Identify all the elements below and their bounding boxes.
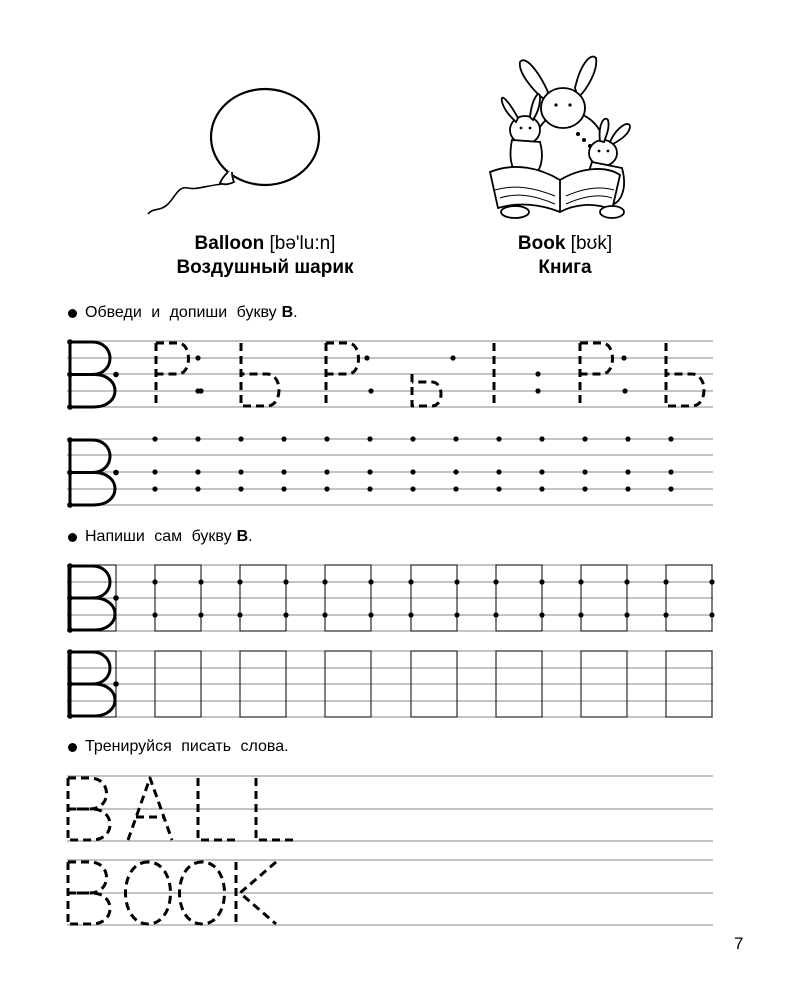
guide-dot [198,612,203,617]
guide-dot [454,612,459,617]
guide-dot [152,469,157,474]
guide-dot [668,469,673,474]
guide-dot [408,579,413,584]
guide-dot [367,486,372,491]
dashed-letter-stroke [412,374,441,406]
guide-dot [493,579,498,584]
guide-dot [237,612,242,617]
instruction-letter: B [281,304,294,321]
guide-dot [367,469,372,474]
guide-dot [453,469,458,474]
guide-dot [621,355,626,360]
letter-stroke [70,440,110,473]
guide-dot [283,612,288,617]
guide-dot [625,469,630,474]
guide-dot [625,436,630,441]
guide-dot [281,469,286,474]
guide-dot [450,355,455,360]
word-transcription: [bə'lu:n] [269,233,336,254]
guide-dot [624,612,629,617]
guide-dot [237,579,242,584]
guide-dot [668,486,673,491]
guide-dot [410,436,415,441]
word-russian: Воздушный шарик [176,257,354,278]
guide-dot [324,436,329,441]
guide-dot [322,579,327,584]
guide-dot [578,612,583,617]
guide-dot [67,339,73,345]
guide-dot [539,579,544,584]
instruction-text: Тренируйся писать слова. [85,738,289,755]
guide-dot [198,579,203,584]
guide-dot [152,612,157,617]
guide-dot [709,612,714,617]
guide-dot [67,681,73,687]
guide-dot [625,486,630,491]
guide-dot [454,579,459,584]
guide-dot [578,579,583,584]
guide-dot [67,470,73,476]
guide-dot [582,486,587,491]
guide-dot [113,470,119,476]
guide-dot [453,436,458,441]
guide-dot [539,486,544,491]
guide-dot [67,595,73,601]
instruction-end: . [248,528,253,545]
guide-dot [709,579,714,584]
word-russian: Книга [538,257,592,278]
guide-dot [195,469,200,474]
guide-dot [67,502,73,508]
instruction-text: Обведи и допиши букву [85,304,277,321]
guide-dot [496,486,501,491]
guide-dot [364,355,369,360]
guide-dot [67,713,73,719]
guide-dot [663,612,668,617]
guide-dot [67,627,73,633]
guide-dot [408,612,413,617]
word-english: Balloon [194,233,265,254]
guide-dot [238,436,243,441]
guide-dot [624,579,629,584]
guide-dot [453,486,458,491]
guide-dot [582,436,587,441]
guide-dot [663,579,668,584]
guide-dot [539,612,544,617]
guide-dot [496,436,501,441]
guide-dot [67,372,73,378]
guide-dot [535,388,540,393]
instruction-text: Напиши сам букву [85,528,232,545]
guide-dot [281,436,286,441]
guide-dot [622,388,627,393]
guide-dot [582,469,587,474]
instruction-end: . [293,304,298,321]
guide-dot [410,469,415,474]
guide-dot [668,436,673,441]
guide-dot [195,355,200,360]
guide-dot [281,486,286,491]
guide-dot [324,486,329,491]
guide-dot [152,436,157,441]
guide-dot [67,437,73,443]
guide-dot [283,579,288,584]
guide-dot [496,469,501,474]
guide-dot [238,486,243,491]
page-number: 7 [734,934,744,953]
letter-stroke [70,684,115,716]
guide-dot [152,486,157,491]
guide-dot [368,612,373,617]
guide-dot [152,579,157,584]
guide-dot [67,563,73,569]
guide-dot [113,681,119,687]
guide-dot [535,371,540,376]
guide-dot [113,372,119,378]
guide-dot [67,649,73,655]
guide-dot [238,469,243,474]
guide-dot [322,612,327,617]
guide-dot [113,595,119,601]
guide-dot [367,436,372,441]
guide-dot [195,436,200,441]
guide-dot [539,436,544,441]
guide-dot [195,486,200,491]
guide-dot [493,612,498,617]
guide-dot [195,388,200,393]
word-transcription: [bʊk] [570,233,613,254]
instruction-letter: B [236,528,249,545]
guide-dot [67,404,73,410]
guide-dot [539,469,544,474]
word-english: Book [517,233,566,254]
guide-dot [368,579,373,584]
letter-stroke [70,598,115,630]
guide-dot [368,388,373,393]
guide-dot [410,486,415,491]
guide-dot [324,469,329,474]
